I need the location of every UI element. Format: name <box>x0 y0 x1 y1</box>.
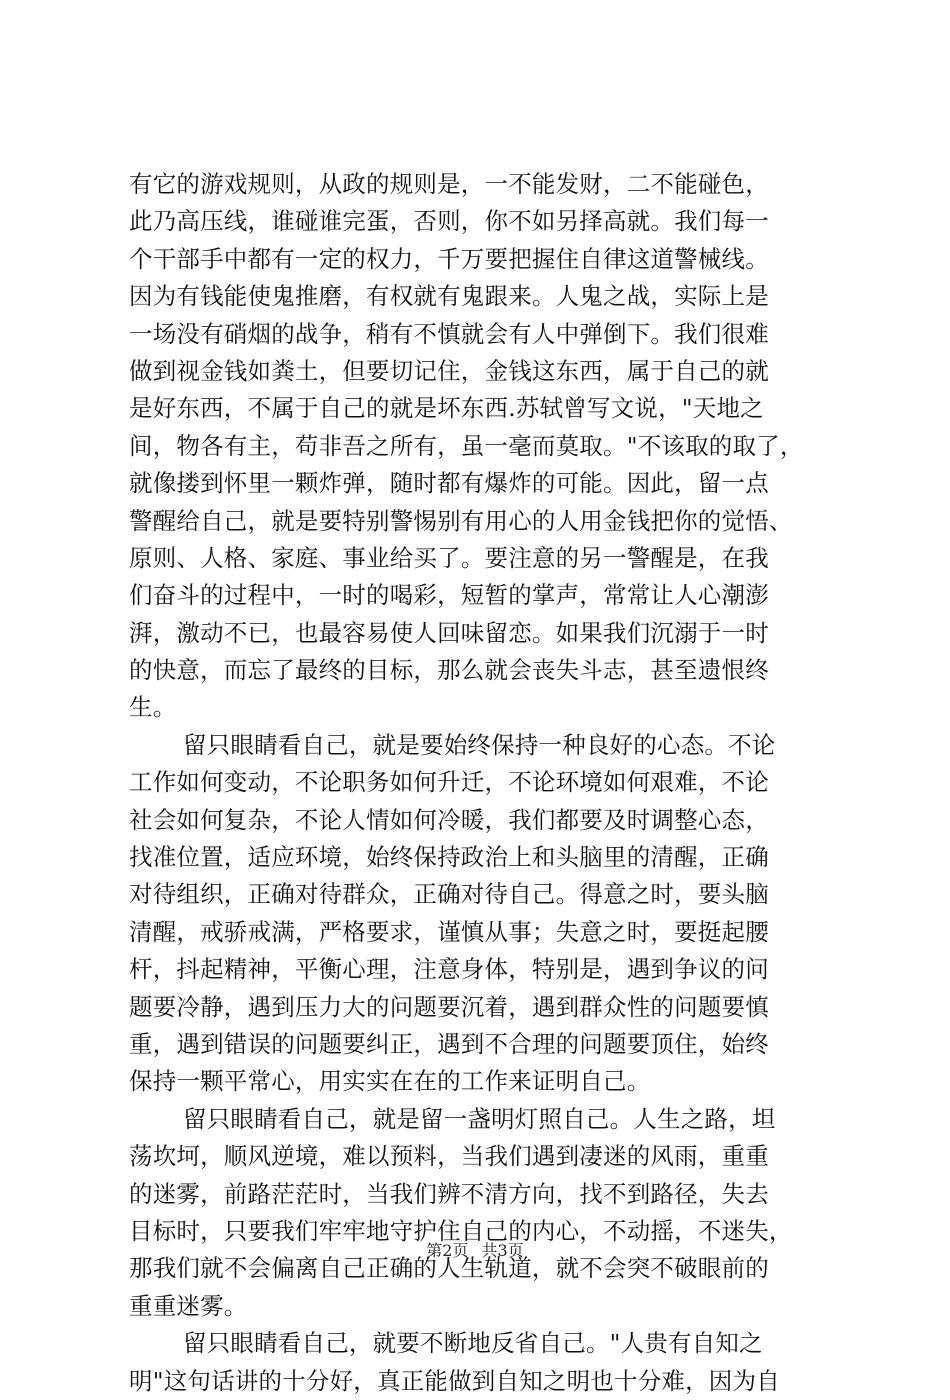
body-text <box>129 166 829 1400</box>
page-total: 共3页 <box>481 1241 524 1260</box>
text-line: 做到视金钱如粪土，但要切记住，金钱这东西，属于自己的就 <box>129 356 769 385</box>
page-number: 第2页 <box>426 1241 469 1260</box>
text-line: 清醒，戒骄戒满，严格要求，谨慎从事；失意之时，要挺起腰 <box>129 917 769 946</box>
text-line: 是好东西，不属于自己的就是坏东西.苏轼曾写文说，"天地之 <box>129 394 764 423</box>
text-line: 社会如何复杂，不论人情如何冷暖，我们都要及时调整心态， <box>129 805 769 834</box>
text-line: 的迷雾，前路茫茫时，当我们辨不清方向，找不到路径，失去 <box>129 1179 769 1208</box>
text-line: 个干部手中都有一定的权力，千万要把握住自律这道警械线。 <box>129 244 769 273</box>
text-line: 重重迷雾。 <box>129 1291 248 1320</box>
text-line: 因为有钱能使鬼推磨，有权就有鬼跟来。人鬼之战，实际上是 <box>129 282 769 311</box>
text-line: 明"这句话讲的十分好，真正能做到自知之明也十分难，因为自 <box>129 1366 780 1395</box>
text-line: 目标时，只要我们牢牢地守护住自己的内心，不动摇，不迷失， <box>129 1216 793 1245</box>
text-line: 留只眼睛看自己，就是要始终保持一种良好的心态。不论 <box>183 730 776 759</box>
text-line: 题要冷静，遇到压力大的问题要沉着，遇到群众性的问题要慎 <box>129 992 769 1021</box>
text-line: 们奋斗的过程中，一时的喝彩，短暂的掌声，常常让人心潮澎 <box>129 581 769 610</box>
text-line: 的快意，而忘了最终的目标，那么就会丧失斗志，甚至遗恨终 <box>129 656 769 685</box>
text-line: 警醒给自己，就是要特别警惕别有用心的人用金钱把你的觉悟、 <box>129 506 793 535</box>
text-line: 重，遇到错误的问题要纠正，遇到不合理的问题要顶住，始终 <box>129 1029 769 1058</box>
text-line: 原则、人格、家庭、事业给买了。要注意的另一警醒是，在我 <box>129 543 769 572</box>
text-line: 找准位置，适应环境，始终保持政治上和头脑里的清醒，正确 <box>129 843 769 872</box>
text-line: 留只眼睛看自己，就要不断地反省自己。"人贵有自知之 <box>183 1329 763 1358</box>
text-line: 湃，激动不已，也最容易使人回味留恋。如果我们沉溺于一时 <box>129 618 769 647</box>
text-line: 那我们就不会偏离自己正确的人生轨道，就不会突不破眼前的 <box>129 1254 769 1283</box>
text-line: 杆，抖起精神，平衡心理，注意身体，特别是，遇到争议的问 <box>129 955 769 984</box>
page-footer <box>0 1241 950 1261</box>
text-line: 对待组织，正确对待群众，正确对待自己。得意之时，要头脑 <box>129 880 769 909</box>
text-line: 荡坎坷，顺风逆境，难以预料，当我们遇到凄迷的风雨，重重 <box>129 1142 769 1171</box>
text-line: 间，物各有主，苟非吾之所有，虽一毫而莫取。"不该取的取了， <box>129 431 804 460</box>
text-line: 就像搂到怀里一颗炸弹，随时都有爆炸的可能。因此，留一点 <box>129 469 769 498</box>
text-line: 保持一颗平常心，用实实在在的工作来证明自己。 <box>129 1067 651 1096</box>
text-line: 工作如何变动，不论职务如何升迁，不论环境如何艰难，不论 <box>129 768 769 797</box>
text-line: 留只眼睛看自己，就是留一盏明灯照自己。人生之路，坦 <box>183 1104 776 1133</box>
text-line: 生。 <box>129 693 177 722</box>
text-line: 一场没有硝烟的战争，稍有不慎就会有人中弹倒下。我们很难 <box>129 319 769 348</box>
text-line: 有它的游戏规则，从政的规则是，一不能发财，二不能碰色， <box>129 170 769 198</box>
text-line: 此乃高压线，谁碰谁完蛋，否则，你不如另择高就。我们每一 <box>129 207 769 236</box>
